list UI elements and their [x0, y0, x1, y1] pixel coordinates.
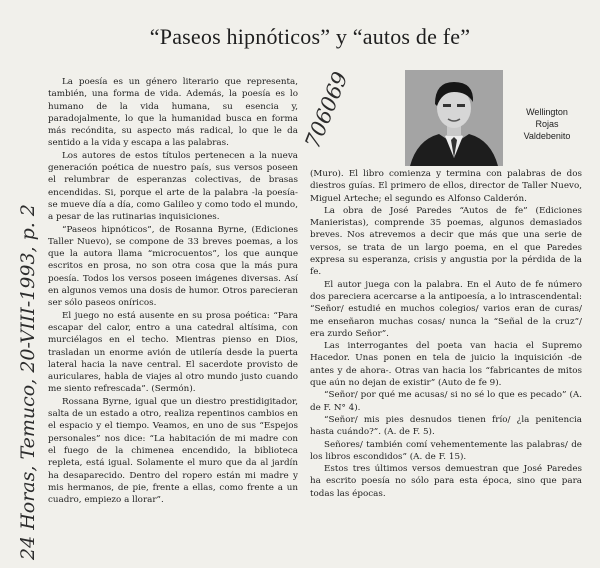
paragraph: Rossana Byrne, igual que un diestro prestidigitador, salta de un estado a otro, realiza repentinos cambios en el espacio y el tiempo. Veamos, en uno de sus “Espejos personales” nos dice: “La habitación de mi madre con el fuego de la chimenea encendido, la biblioteca repleta, está igual. Solamente el muro que da al jardín ha desaparecido. Dentro del ropero están mi madre y mis hermanos, de pie, frente a ellas, como frente a un cuadro, empiezo a llorar”. — [48, 396, 298, 506]
article-title: “Paseos hipnóticos” y “autos de fe” — [149, 24, 471, 49]
paragraph: La obra de José Paredes “Autos de fe” (Ediciones Manieristas), comprende 35 poemas, algunos demasiados breves. Nos atrevemos a decir que más que una serie de versos, se trata de un largo poema, en el que Paredes expresa su esperanza, crisis y angustia por la pérdida de la fe. — [310, 205, 582, 278]
paragraph: “Señor/ mis pies desnudos tienen frío/ ¿la penitencia hasta cuándo?”. (A. de F. 5). — [310, 414, 582, 438]
paragraph: Estos tres últimos versos demuestran que José Paredes ha escrito poesía no sólo para esta época, sino que para todas las épocas. — [310, 464, 582, 499]
handwritten-date-note: 24 Horas, Temuco, 20-VIII-1993, p. 2 — [17, 204, 39, 560]
author-last-name: Valdebenito — [523, 131, 571, 141]
author-first-name: Wellington — [526, 107, 568, 117]
paragraph: El juego no está ausente en su prosa poética: “Para escapar del calor, entro a una catedral altísima, con murciélagos en el techo. Mientras pienso en Dios, trasladan un enorme avión de utilería desde la puerta lateral hacia la nave central. El sacerdote provisto de auriculares, habla de viajes al otro mundo justo cuando me siento refrescada”. (Sermón). — [48, 310, 298, 395]
paragraph: (Muro). El libro comienza y termina con palabras de dos diestros guías. El primero de ellos, director de Taller Nuevo, Miguel Arteche; el segundo es Alfonso Calderón. — [310, 169, 582, 204]
author-middle-name: Rojas — [535, 119, 559, 129]
handwritten-number: 706069 — [300, 68, 353, 152]
portrait-photo — [405, 70, 503, 166]
left-column — [48, 76, 298, 506]
paragraph: “Señor/ por qué me acusas/ si no sé lo que es pecado” (A. de F. N° 4). — [310, 390, 582, 413]
byline — [506, 106, 588, 142]
paragraph: El autor juega con la palabra. En el Auto de fe número dos pareciera acercarse a la antipoesía, a lo intrascendental: “Señor/ estudié en muchos colegios/ varios eran de curas/ me enseñaron muchas cosas/ nunca la “Señal de la cruz”/ era zurdo Señor”. — [310, 279, 582, 339]
paragraph: Señores/ también comí vehementemente las palabras/ de los libros escondidos” (A. de F. 15). — [310, 439, 582, 462]
paragraph: Los autores de estos títulos pertenecen a la nueva generación poética de nuestro país, sus versos poseen el relumbrar de esperanzas colectivas, de brasas encendidas. Si, porque el arte de la palabra -la poesía- se mueve día a día, como Galileo y como todo el mundo, a pesar de las rutinarias inquisiciones. — [48, 150, 298, 223]
right-column — [310, 168, 582, 500]
paragraph: “Paseos hipnóticos”, de Rosanna Byrne, (Ediciones Taller Nuevo), se compone de 33 breves poemas, a los que la autora llama “microcuentos”, los que aunque escritos en prosa, no son otra cosa que la más pura poesía. Todos los versos poseen imágenes diversas. Así en algunos vemos una dosis de humor. Otros parecieran ser sólo paseos oníricos. — [48, 224, 298, 309]
paragraph: La poesía es un género literario que representa, también, una forma de vida. Además, la poesía es lo humano de la vida humana, su esencia y, paradojalmente, lo que la humanidad busca en forma más recóndita, su aspecto más radical, lo que le da sentido a la vida y escapa a las palabras. — [48, 77, 298, 149]
author-portrait — [405, 70, 503, 166]
paragraph: Las interrogantes del poeta van hacia el Supremo Hacedor. Unas ponen en tela de juicio la inquisición -de antes y de ahora-. Otras van hacia los “fabricantes de mitos que aún no dejan de existir” (Auto de fe 9). — [310, 341, 582, 389]
